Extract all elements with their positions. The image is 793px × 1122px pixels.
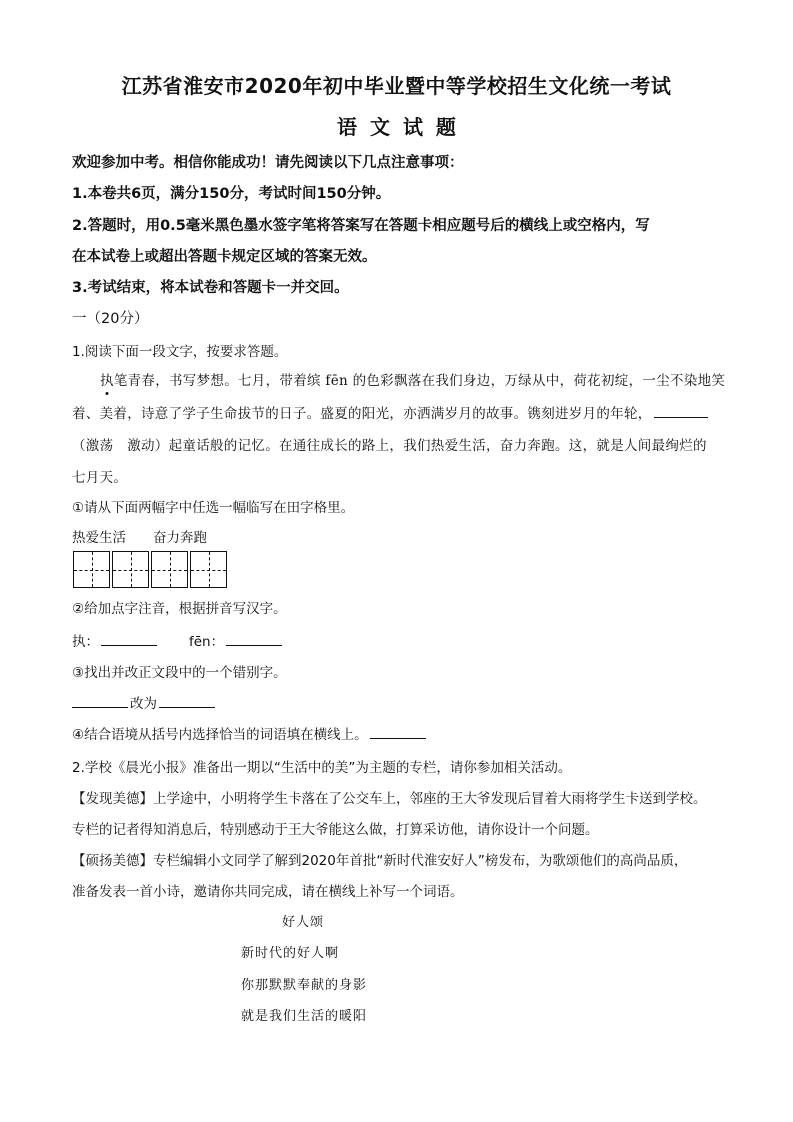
label-fen: fēn： <box>189 634 225 650</box>
tianzige-cell[interactable] <box>73 551 110 588</box>
sub4-text: ④结合语境从括号内选择恰当的词语填在横线上。 <box>72 727 368 743</box>
q2-line-2: 专栏的记者得知消息后，特别感动于王大爷能这么做，打算采访他，请你设计一个问题。 <box>72 822 599 838</box>
tianzige-cell[interactable] <box>190 551 227 588</box>
notice-intro: 欢迎参加中考。相信你能成功！请先阅读以下几点注意事项： <box>72 155 464 171</box>
sub4-prompt <box>72 723 428 743</box>
hanzi-blank[interactable] <box>226 633 282 646</box>
label-change-to: 改为 <box>130 696 157 712</box>
q2-prompt: 2.学校《晨光小报》准备出一期以“生活中的美”为主题的专栏，请你参加相关活动。 <box>72 760 572 776</box>
pinyin-blank[interactable] <box>101 633 157 646</box>
correct-char-blank[interactable] <box>159 695 215 708</box>
fill-blank-word[interactable] <box>654 405 708 418</box>
passage-line-2-text: 着、美着，诗意了学子生命拔节的日子。盛夏的阳光，亦洒满岁月的故事。镌刻进岁月的年轮， <box>72 406 652 422</box>
sub3-prompt: ③找出并改正文段中的一个错别字。 <box>72 665 287 681</box>
wrong-char-blank[interactable] <box>72 695 128 708</box>
sub1-options: 热爱生活 奋力奔跑 <box>72 530 207 546</box>
passage-line-3: （激荡 激动）起童话般的记忆。在通往成长的路上，我们热爱生活，奋力奔跑。这，就是人间最绚烂的 <box>72 438 707 454</box>
poem-title: 好人颂 <box>282 915 325 930</box>
passage-line-2 <box>72 402 710 422</box>
q1-prompt: 1.阅读下面一段文字，按要求答题。 <box>72 344 288 360</box>
section-heading: 一（20分） <box>72 311 149 327</box>
sub3-answers <box>72 692 217 712</box>
dotted-char: 执 <box>100 373 114 389</box>
notice-item-2: 2.答题时，用0.5毫米黑色墨水签字笔将答案写在答题卡相应题号后的横线上或空格内，写 <box>72 218 650 234</box>
q2-line-1: 【发现美德】上学途中，小明将学生卡落在了公交车上，邻座的王大爷发现后冒着大雨将学生卡送到学校。 <box>72 791 707 807</box>
exam-title: 江苏省淮安市2020年初中毕业暨中等学校招生文化统一考试 <box>121 74 672 98</box>
poem-line-1: 新时代的好人啊 <box>241 946 340 961</box>
word-choice-blank[interactable] <box>370 726 426 739</box>
notice-item-2-cont: 在本试卷上或超出答题卡规定区域的答案无效。 <box>72 249 377 265</box>
notice-item-1: 1.本卷共6页，满分150分，考试时间150分钟。 <box>72 186 391 202</box>
sub1-prompt: ①请从下面两幅字中任选一幅临写在田字格里。 <box>72 500 355 516</box>
q2-line-3: 【硕扬美德】专栏编辑小文同学了解到2020年首批“新时代淮安好人”榜发布，为歌颂他们的高尚品质， <box>72 853 688 869</box>
tianzige-cell[interactable] <box>151 551 188 588</box>
notice-item-3: 3.考试结束，将本试卷和答题卡一并交回。 <box>72 280 349 296</box>
q2-line-4: 准备发表一首小诗，邀请你共同完成，请在横线上补写一个词语。 <box>72 884 464 900</box>
sub2-answers <box>72 630 284 650</box>
poem-line-3: 就是我们生活的暖阳 <box>241 1009 368 1024</box>
passage-line-1-text: 笔青春，书写梦想。七月，带着缤 fēn 的色彩飘落在我们身边，万绿从中，荷花初绽，一尘不染地笑 <box>113 373 726 389</box>
passage-line-1 <box>100 369 725 389</box>
sub2-prompt: ②给加点字注音，根据拼音写汉字。 <box>72 601 287 617</box>
tianzige-grid <box>73 551 227 588</box>
exam-subtitle: 语 文 试 题 <box>337 115 456 139</box>
label-zhi: 执： <box>72 634 99 650</box>
passage-line-4: 七月天。 <box>72 470 128 486</box>
poem-line-2: 你那默默奉献的身影 <box>241 978 368 993</box>
tianzige-cell[interactable] <box>112 551 149 588</box>
